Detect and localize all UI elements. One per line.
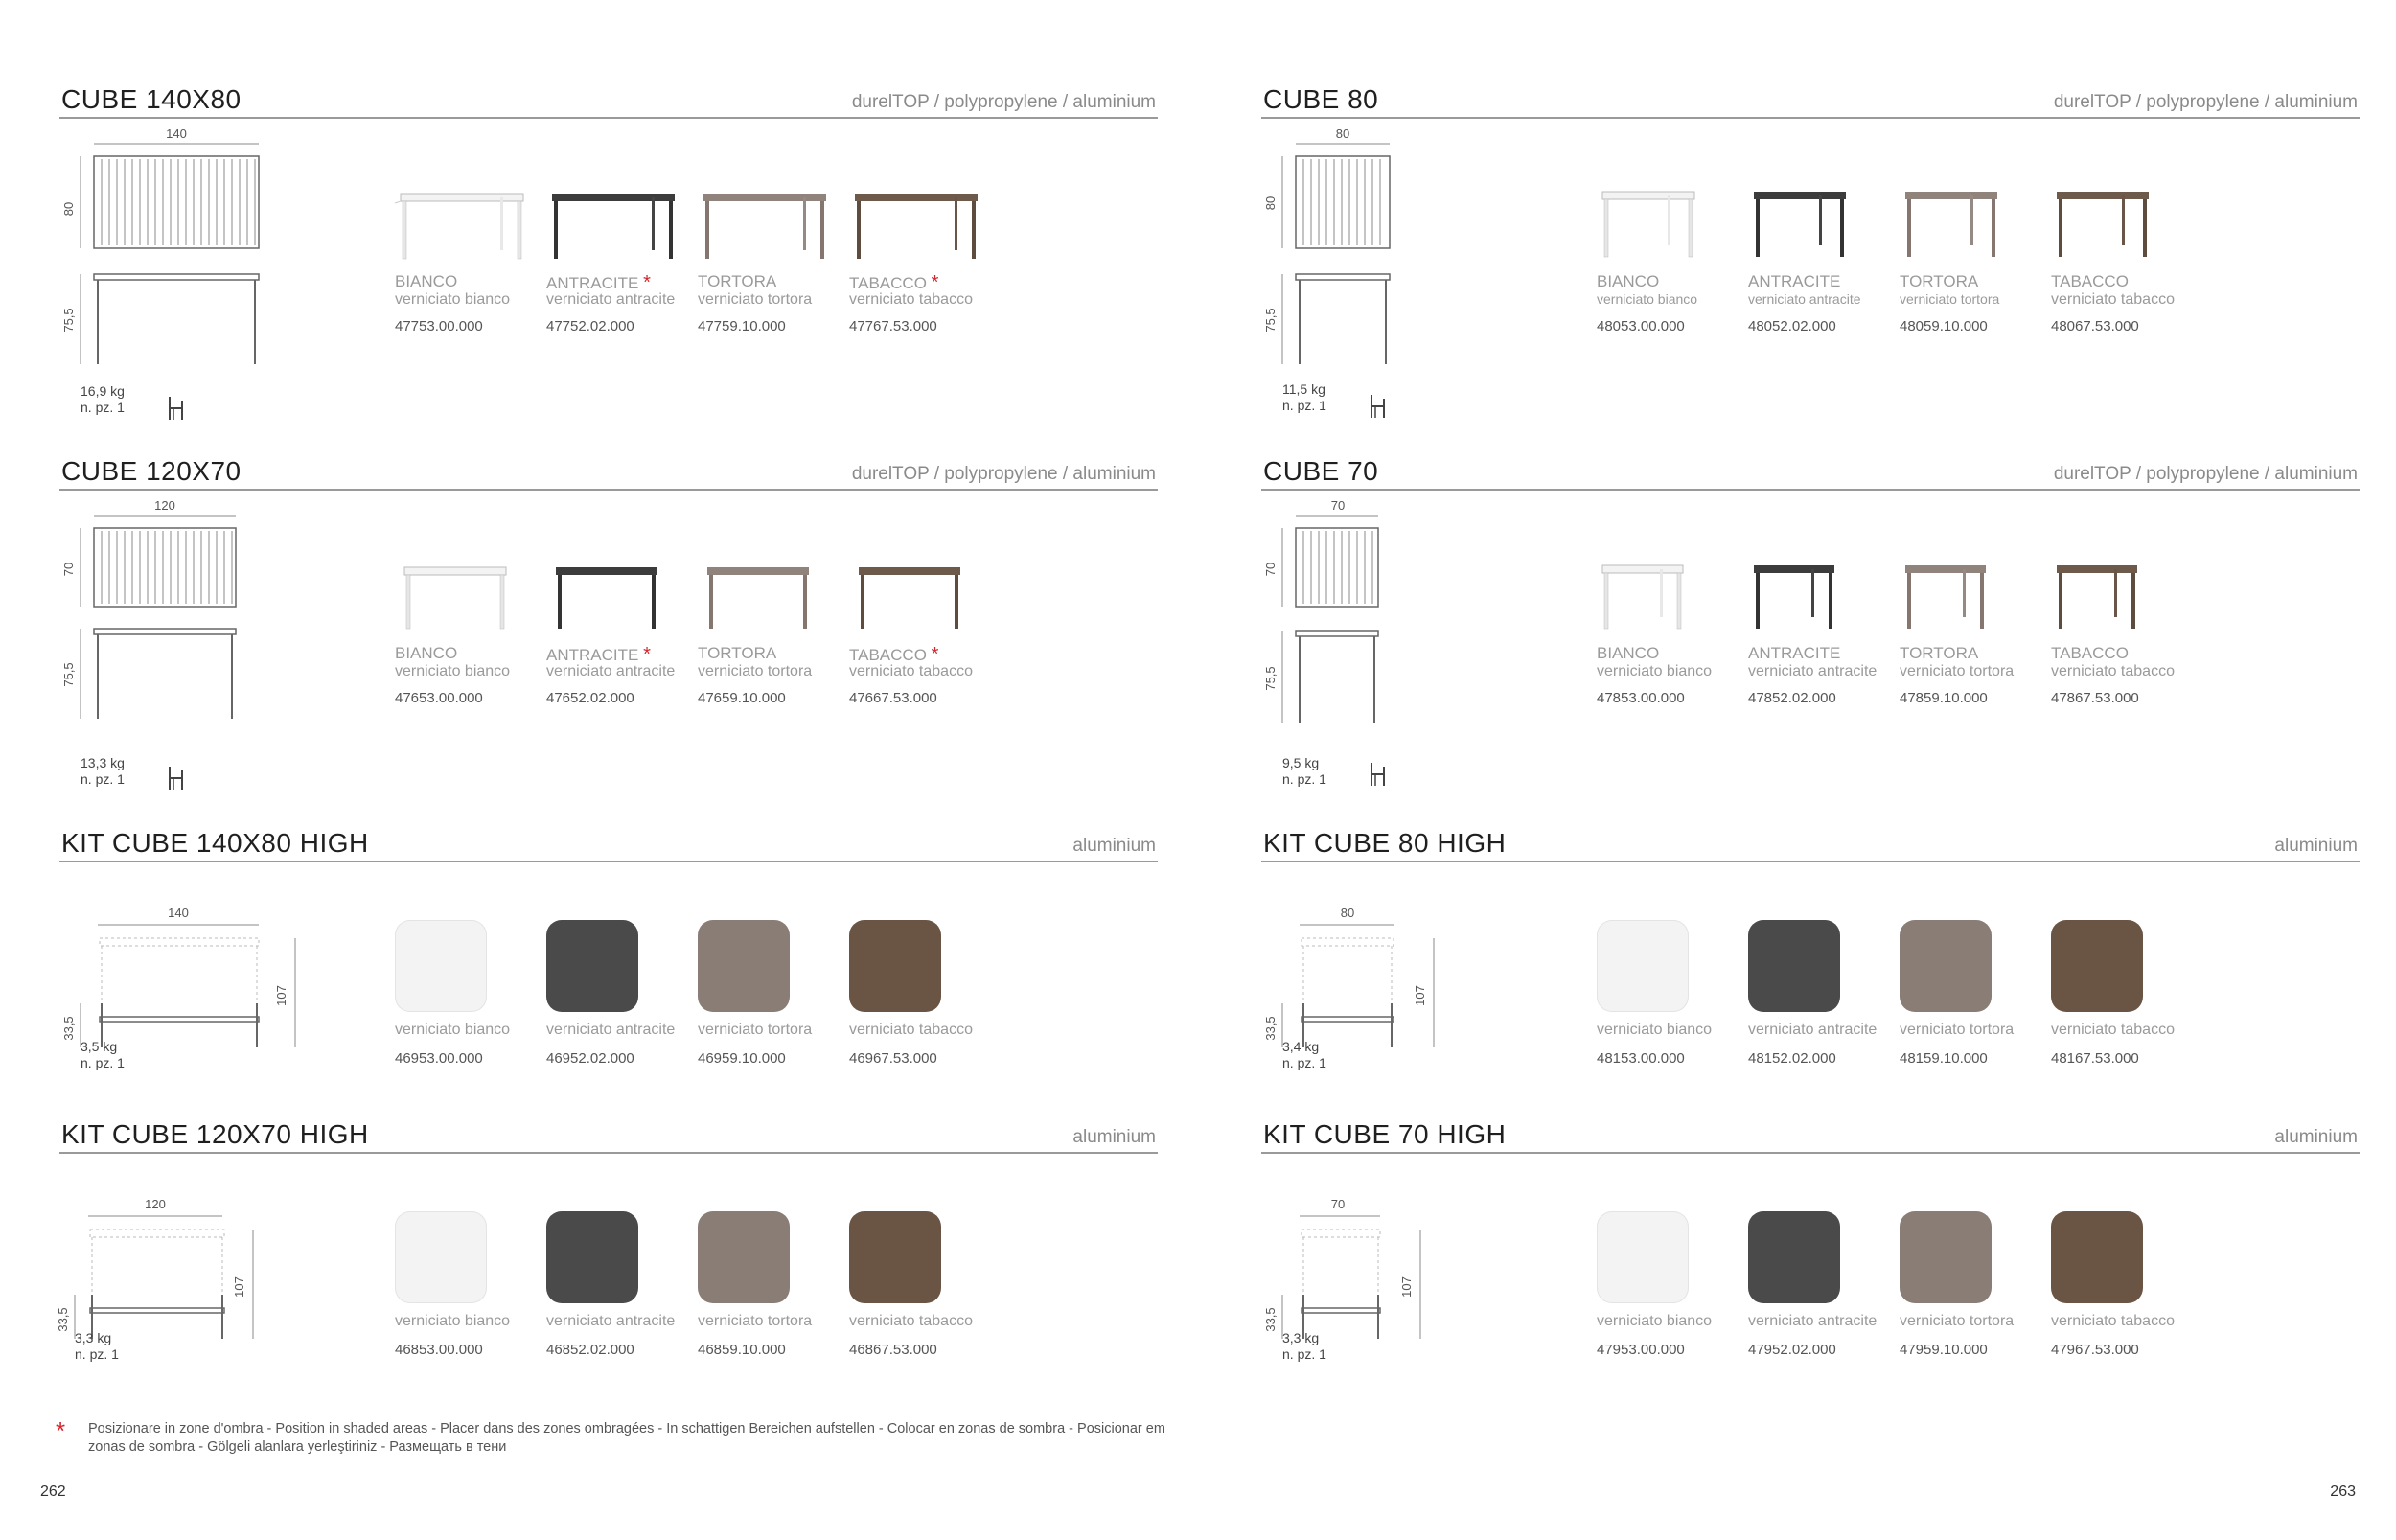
dim-depth: 80 xyxy=(1263,195,1278,211)
section-title: KIT CUBE 70 HIGH xyxy=(1263,1119,1507,1149)
chair-icon xyxy=(165,765,188,792)
product-code: 47867.53.000 xyxy=(2051,690,2139,706)
table-image-tabacco xyxy=(2051,550,2185,636)
color-swatch-tortora xyxy=(1900,920,1992,1012)
slat-lines xyxy=(1303,159,1380,245)
weight: 3,5 kg xyxy=(81,1039,118,1054)
chair-icon xyxy=(1367,393,1390,420)
color-finish: verniciato tabacco xyxy=(2051,663,2175,679)
shade-star-icon: * xyxy=(643,272,651,293)
weight: 3,3 kg xyxy=(75,1330,112,1345)
color-finish: verniciato tortora xyxy=(698,1313,813,1329)
color-finish: verniciato tortora xyxy=(1900,1313,2015,1329)
color-swatch-bianco xyxy=(395,1211,487,1303)
section-title: KIT CUBE 120X70 HIGH xyxy=(61,1119,369,1149)
table-image-tabacco xyxy=(849,178,983,264)
dim-total-height: 107 xyxy=(1413,985,1427,1006)
section-material: durelTOP / polypropylene / aluminium xyxy=(2053,464,2358,484)
shade-star-icon: * xyxy=(56,1416,66,1445)
section-cube-80 xyxy=(1261,84,2360,429)
weight-info xyxy=(81,1039,125,1071)
product-code: 47953.00.000 xyxy=(1597,1342,1685,1358)
section-header xyxy=(1261,456,2360,491)
color-name: TORTORA xyxy=(1900,644,1979,662)
product-code: 46852.02.000 xyxy=(546,1342,634,1358)
technical-drawing xyxy=(1261,125,1530,374)
color-finish: verniciato tabacco xyxy=(849,663,973,679)
footnote-text: Posizionare in zone d'ombra - Position in shaded areas - Placer dans des zones ombragées - In schattigen Bereichen aufstellen - Colocar en zonas de sombra - Posicionar em zonas de sombra - Gölgeli alanlara yerleştiriniz - Размещать в тени xyxy=(88,1421,1165,1455)
color-finish: verniciato tortora xyxy=(1900,1022,2015,1038)
color-finish: verniciato tortora xyxy=(698,291,813,308)
section-title: KIT CUBE 80 HIGH xyxy=(1263,828,1507,858)
pieces: n. pz. 1 xyxy=(81,1055,125,1070)
technical-drawing xyxy=(59,870,328,1119)
product-code: 48053.00.000 xyxy=(1597,318,1685,334)
table-image-antracite xyxy=(1748,550,1882,636)
color-finish: verniciato antracite xyxy=(1748,1022,1878,1038)
pieces: n. pz. 1 xyxy=(81,400,125,415)
table-image-tabacco xyxy=(849,550,983,636)
product-code: 48067.53.000 xyxy=(2051,318,2139,334)
product-code: 47767.53.000 xyxy=(849,318,937,334)
dim-height: 75,5 xyxy=(61,662,76,687)
color-swatch-tabacco xyxy=(2051,920,2143,1012)
weight: 16,9 kg xyxy=(81,383,125,399)
color-name: TORTORA xyxy=(698,272,777,290)
color-name: BIANCO xyxy=(395,272,458,290)
dim-depth: 70 xyxy=(1263,562,1278,577)
weight: 11,5 kg xyxy=(1282,381,1325,397)
dim-depth: 70 xyxy=(61,562,76,577)
color-finish: verniciato antracite xyxy=(1748,291,1861,307)
color-finish: verniciato tabacco xyxy=(849,1022,973,1038)
color-finish: verniciato tabacco xyxy=(2051,291,2175,308)
technical-drawing xyxy=(1261,1161,1530,1411)
color-name: BIANCO xyxy=(1597,272,1660,290)
pieces: n. pz. 1 xyxy=(81,771,125,787)
section-material: durelTOP / polypropylene / aluminium xyxy=(2053,92,2358,112)
section-cube-70 xyxy=(1261,456,2360,801)
dim-kit-height: 33,5 xyxy=(61,1016,76,1041)
dim-width: 70 xyxy=(1330,1197,1346,1211)
section-material: aluminium xyxy=(1072,1127,1156,1147)
section-header xyxy=(1261,84,2360,119)
color-name: BIANCO xyxy=(395,644,458,662)
weight-info xyxy=(81,383,125,416)
table-image-tortora xyxy=(1900,550,2034,636)
color-swatch-tortora xyxy=(1900,1211,1992,1303)
product-code: 48052.02.000 xyxy=(1748,318,1836,334)
color-swatch-bianco xyxy=(1597,920,1689,1012)
pieces: n. pz. 1 xyxy=(1282,1346,1326,1362)
shade-star-icon: * xyxy=(931,644,939,665)
product-code: 47959.10.000 xyxy=(1900,1342,1988,1358)
product-code: 46859.10.000 xyxy=(698,1342,786,1358)
weight: 13,3 kg xyxy=(81,755,125,770)
section-title: CUBE 120X70 xyxy=(61,456,242,486)
color-swatch-tabacco xyxy=(849,1211,941,1303)
section-title: KIT CUBE 140X80 HIGH xyxy=(61,828,369,858)
section-material: durelTOP / polypropylene / aluminium xyxy=(851,464,1156,484)
color-name: TABACCO * xyxy=(849,644,939,665)
product-code: 46853.00.000 xyxy=(395,1342,483,1358)
product-code: 47859.10.000 xyxy=(1900,690,1988,706)
section-header xyxy=(59,84,1158,119)
technical-drawing xyxy=(56,1161,328,1411)
technical-drawing xyxy=(59,125,328,374)
table-image-tortora xyxy=(698,550,832,636)
weight: 9,5 kg xyxy=(1282,755,1320,770)
table-image-tabacco xyxy=(2051,178,2185,264)
color-finish: verniciato bianco xyxy=(1597,1022,1713,1038)
color-finish: verniciato bianco xyxy=(395,1313,511,1329)
color-finish: verniciato tortora xyxy=(698,1022,813,1038)
color-finish: verniciato tortora xyxy=(698,663,813,679)
dim-kit-height: 33,5 xyxy=(1263,1307,1278,1332)
color-finish: verniciato tortora xyxy=(1900,291,2000,307)
color-finish: verniciato bianco xyxy=(395,1022,511,1038)
product-code: 47853.00.000 xyxy=(1597,690,1685,706)
dim-total-height: 107 xyxy=(232,1276,246,1298)
product-code: 47852.02.000 xyxy=(1748,690,1836,706)
product-code: 47667.53.000 xyxy=(849,690,937,706)
color-finish: verniciato tabacco xyxy=(2051,1313,2175,1329)
color-swatch-tortora xyxy=(698,920,790,1012)
product-code: 47659.10.000 xyxy=(698,690,786,706)
section-material: aluminium xyxy=(2274,1127,2358,1147)
color-finish: verniciato tabacco xyxy=(849,291,973,308)
color-finish: verniciato antracite xyxy=(546,291,676,308)
section-title: CUBE 80 xyxy=(1263,84,1379,114)
color-name: ANTRACITE xyxy=(1748,272,1841,290)
technical-drawing xyxy=(1261,496,1530,746)
dim-width: 120 xyxy=(145,1197,166,1211)
product-code: 46967.53.000 xyxy=(849,1050,937,1067)
color-finish: verniciato bianco xyxy=(1597,291,1698,307)
color-swatch-antracite xyxy=(1748,920,1840,1012)
dim-width: 80 xyxy=(1340,906,1355,920)
pieces: n. pz. 1 xyxy=(75,1346,119,1362)
dim-height: 75,5 xyxy=(1263,308,1278,333)
color-swatch-tortora xyxy=(698,1211,790,1303)
product-code: 46867.53.000 xyxy=(849,1342,937,1358)
section-header xyxy=(59,1119,1158,1154)
product-code: 48167.53.000 xyxy=(2051,1050,2139,1067)
pieces: n. pz. 1 xyxy=(1282,771,1326,787)
weight-info xyxy=(1282,1330,1326,1363)
product-code: 48159.10.000 xyxy=(1900,1050,1988,1067)
page-number-left: 262 xyxy=(40,1483,66,1500)
color-swatch-antracite xyxy=(546,1211,638,1303)
dim-total-height: 107 xyxy=(274,985,288,1006)
color-swatch-tabacco xyxy=(2051,1211,2143,1303)
slat-lines xyxy=(102,159,255,245)
color-finish: verniciato bianco xyxy=(395,663,511,679)
section-material: aluminium xyxy=(1072,836,1156,856)
dim-total-height: 107 xyxy=(1399,1276,1414,1298)
dim-height: 75,5 xyxy=(1263,666,1278,691)
slat-lines xyxy=(1303,531,1372,604)
section-title: CUBE 70 xyxy=(1263,456,1379,486)
dim-kit-height: 33,5 xyxy=(56,1307,70,1332)
weight-info xyxy=(1282,381,1326,414)
color-swatch-bianco xyxy=(1597,1211,1689,1303)
table-image-bianco xyxy=(1597,550,1731,636)
color-name: ANTRACITE * xyxy=(546,272,651,293)
product-code: 48153.00.000 xyxy=(1597,1050,1685,1067)
dim-width: 120 xyxy=(154,498,175,513)
color-swatch-bianco xyxy=(395,920,487,1012)
color-swatch-antracite xyxy=(1748,1211,1840,1303)
section-cube-140x80 xyxy=(59,84,1158,429)
dim-kit-height: 33,5 xyxy=(1263,1016,1278,1041)
color-finish: verniciato antracite xyxy=(546,1022,676,1038)
color-name: TORTORA xyxy=(1900,272,1979,290)
product-code: 46959.10.000 xyxy=(698,1050,786,1067)
product-code: 48152.02.000 xyxy=(1748,1050,1836,1067)
section-header xyxy=(1261,828,2360,862)
table-image-bianco xyxy=(395,550,529,636)
color-name: TABACCO xyxy=(2051,272,2129,290)
section-cube-120x70 xyxy=(59,456,1158,801)
dim-height: 75,5 xyxy=(61,308,76,333)
product-code: 47753.00.000 xyxy=(395,318,483,334)
color-name: TABACCO xyxy=(2051,644,2129,662)
table-image-tortora xyxy=(1900,178,2034,264)
color-finish: verniciato tortora xyxy=(1900,663,2015,679)
dim-depth: 80 xyxy=(61,201,76,217)
pieces: n. pz. 1 xyxy=(1282,398,1326,413)
slat-lines xyxy=(102,531,232,604)
product-code: 46953.00.000 xyxy=(395,1050,483,1067)
color-finish: verniciato tabacco xyxy=(849,1313,973,1329)
product-code: 48059.10.000 xyxy=(1900,318,1988,334)
color-finish: verniciato antracite xyxy=(546,1313,676,1329)
color-name: ANTRACITE * xyxy=(546,644,651,665)
pieces: n. pz. 1 xyxy=(1282,1055,1326,1070)
weight: 3,3 kg xyxy=(1282,1330,1320,1345)
product-code: 46952.02.000 xyxy=(546,1050,634,1067)
color-finish: verniciato tabacco xyxy=(2051,1022,2175,1038)
chair-icon xyxy=(1367,761,1390,788)
product-code: 47759.10.000 xyxy=(698,318,786,334)
section-header xyxy=(1261,1119,2360,1154)
color-finish: verniciato bianco xyxy=(395,291,511,308)
section-title: CUBE 140X80 xyxy=(61,84,242,114)
table-image-antracite xyxy=(546,550,680,636)
color-finish: verniciato antracite xyxy=(1748,663,1878,679)
color-finish: verniciato antracite xyxy=(1748,1313,1878,1329)
color-name: TORTORA xyxy=(698,644,777,662)
color-swatch-tabacco xyxy=(849,920,941,1012)
color-finish: verniciato antracite xyxy=(546,663,676,679)
dim-width: 140 xyxy=(166,126,187,141)
product-code: 47952.02.000 xyxy=(1748,1342,1836,1358)
color-name: TABACCO * xyxy=(849,272,939,293)
table-image-bianco xyxy=(395,178,529,264)
table-image-bianco xyxy=(1597,178,1731,264)
table-image-tortora xyxy=(698,178,832,264)
product-code: 47967.53.000 xyxy=(2051,1342,2139,1358)
product-code: 47653.00.000 xyxy=(395,690,483,706)
color-name: ANTRACITE xyxy=(1748,644,1841,662)
technical-drawing xyxy=(59,496,328,746)
section-kit-cube-120x70-high xyxy=(56,1119,1158,1464)
weight-info xyxy=(75,1330,119,1363)
product-code: 47752.02.000 xyxy=(546,318,634,334)
color-name: BIANCO xyxy=(1597,644,1660,662)
color-swatch-antracite xyxy=(546,920,638,1012)
weight-info xyxy=(1282,1039,1326,1071)
technical-drawing xyxy=(1261,870,1530,1119)
dim-width: 70 xyxy=(1330,498,1346,513)
weight-info xyxy=(81,755,125,788)
color-finish: verniciato bianco xyxy=(1597,663,1713,679)
dim-width: 80 xyxy=(1335,126,1350,141)
section-header xyxy=(59,456,1158,491)
weight-info xyxy=(1282,755,1326,788)
chair-icon xyxy=(165,395,188,422)
section-header xyxy=(59,828,1158,862)
shade-star-icon: * xyxy=(931,272,939,293)
product-code: 47652.02.000 xyxy=(546,690,634,706)
section-material: aluminium xyxy=(2274,836,2358,856)
section-material: durelTOP / polypropylene / aluminium xyxy=(851,92,1156,112)
color-finish: verniciato bianco xyxy=(1597,1313,1713,1329)
shade-star-icon: * xyxy=(643,644,651,665)
page-number-right: 263 xyxy=(2330,1483,2356,1500)
weight: 3,4 kg xyxy=(1282,1039,1320,1054)
table-image-antracite xyxy=(1748,178,1882,264)
table-image-antracite xyxy=(546,178,680,264)
section-kit-cube-70-high xyxy=(1261,1119,2360,1464)
dim-width: 140 xyxy=(168,906,189,920)
